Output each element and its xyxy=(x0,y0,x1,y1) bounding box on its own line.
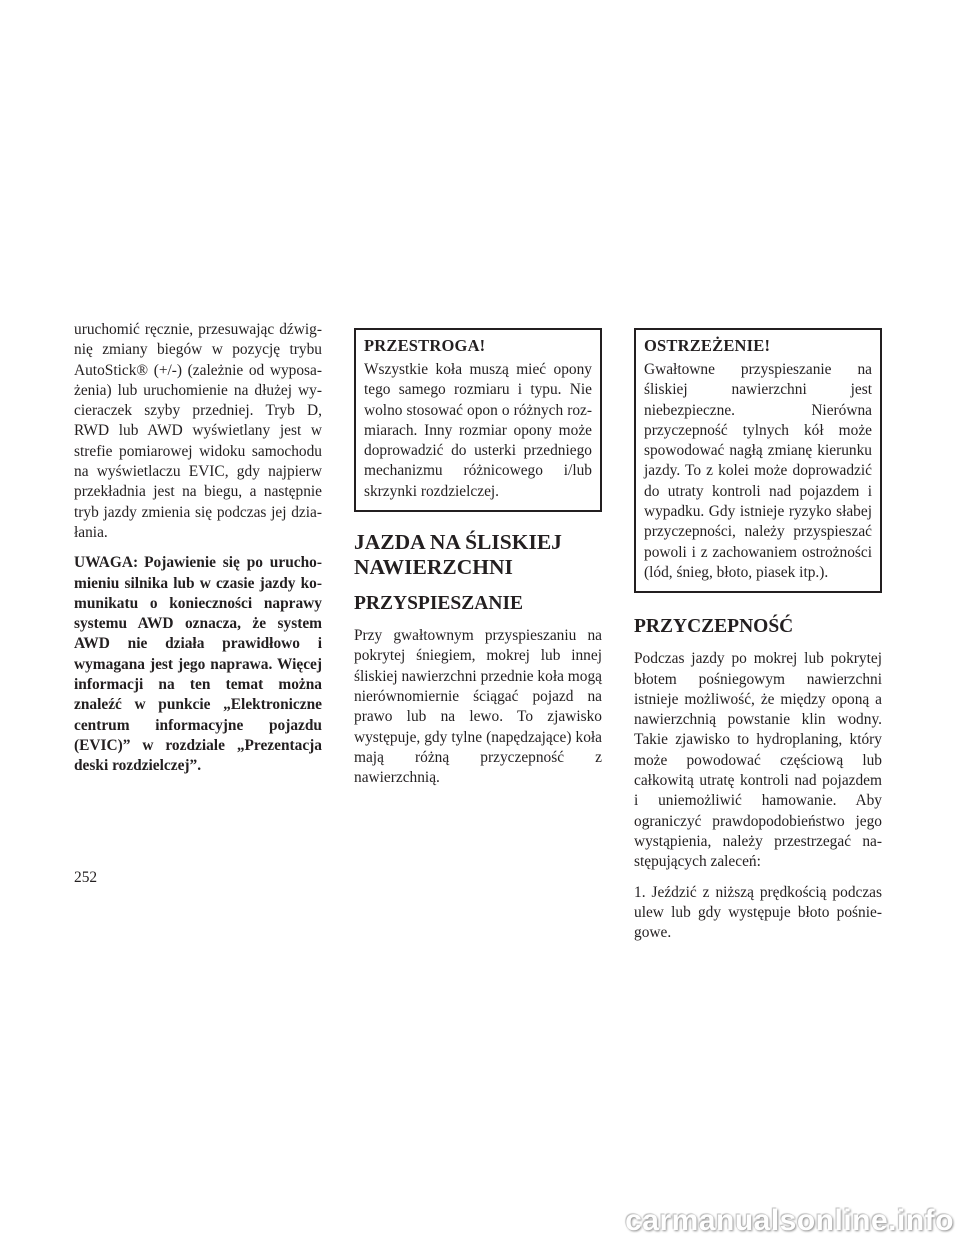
caution-box xyxy=(354,328,602,512)
subheading-acceleration: PRZYSPIESZANIE xyxy=(354,593,524,615)
page-number: 252 xyxy=(74,869,98,886)
column-middle xyxy=(354,320,602,798)
body-paragraph: Podczas jazdy po mokrej lub pokrytej błotem pośniegowym nawierzchni istnieje możliwość, że między oponą a nawierzchnią powstanie klin wodny. Takie zjawisko to hydroplaning, który może powodować częściową lub całkowitą utratę kontroli nad pojazdem i uniemożliwić hamowanie. Aby ograniczyć prawdopodobieństwo jego wystąpienia, należy przestrzegać następujących zaleceń: xyxy=(634,650,882,871)
warning-title: OSTRZEŻENIE! xyxy=(644,336,771,355)
caution-text: Wszystkie koła muszą mieć opony tego samego rozmiaru i typu. Nie wolno stosować opon o różnych rozmiarach. Inny rozmiar opony może doprowadzić do usterki przedniego mechanizmu różnicowego i/lub skrzynki rozdzielczej. xyxy=(364,361,592,500)
column-left xyxy=(74,320,322,787)
note-paragraph xyxy=(74,553,322,776)
watermark-logo: carmanualsonline.info xyxy=(625,1204,954,1237)
note-label: UWAGA: xyxy=(74,554,139,572)
caution-title: PRZESTROGA! xyxy=(364,336,486,355)
column-right xyxy=(634,320,882,953)
warning-text: Gwałtowne przyspieszanie na śliskiej nawierzchni jest niebezpieczne. Nierówna przyczepność tylnych kół może spowodować nagłą zmianę kierunku jazdy. To z kolei może doprowadzić do utraty kontroli nad pojazdem i wypadku. Gdy istnieje ryzyko słabej przyczepności, należy przyspieszać powoli i z zachowaniem ostrożności (lód, śnieg, błoto, piasek itp.). xyxy=(644,361,872,581)
body-paragraph: Przy gwałtownym przyspieszaniu na pokrytej śniegiem, mokrej lub innej śliskiej nawierzchni przednie koła mogą nierównomiernie ściągać pojazd na prawo lub na lewo. To zjawisko występuje, gdy tylne (napędzające) koła mają różną przyczepność z nawierzchnią. xyxy=(354,627,602,787)
section-heading: JAZDA NA ŚLISKIEJ NAWIERZCHNI xyxy=(354,530,562,580)
warning-box xyxy=(634,328,882,593)
subheading-traction: PRZYCZEPNOŚĆ xyxy=(634,616,794,638)
body-paragraph: uruchomić ręcznie, przesuwając dźwignię zmiany biegów w pozycję trybu AutoStick® (+/-) (zależnie od wyposażenia) lub uruchomienie na dłużej wycieraczek szyby przedniej. Tryb D, RWD lub AWD wyświetlany jest w strefie pomiarowej widoku samochodu na wyświetlaczu EVIC, gdy najpierw przekładnia jest na biegu, a następnie tryb jazdy zmienia się podczas jej działania. xyxy=(74,321,322,541)
note-text: Pojawienie się po uruchomieniu silnika lub w czasie jazdy komunikatu o konieczności naprawy systemu AWD oznacza, że system AWD nie działa prawidłowo i wymagana jest jego naprawa. Więcej informacji na ten temat można znaleźć w punkcie „Elektroniczne centrum informacyjne pojazdu (EVIC)” w rozdziale „Prezentacja deski rozdzielczej”. xyxy=(74,554,322,775)
list-item: 1. Jeździć z niższą prędkością podczas ulew lub gdy występuje błoto pośniegowe. xyxy=(634,883,882,942)
